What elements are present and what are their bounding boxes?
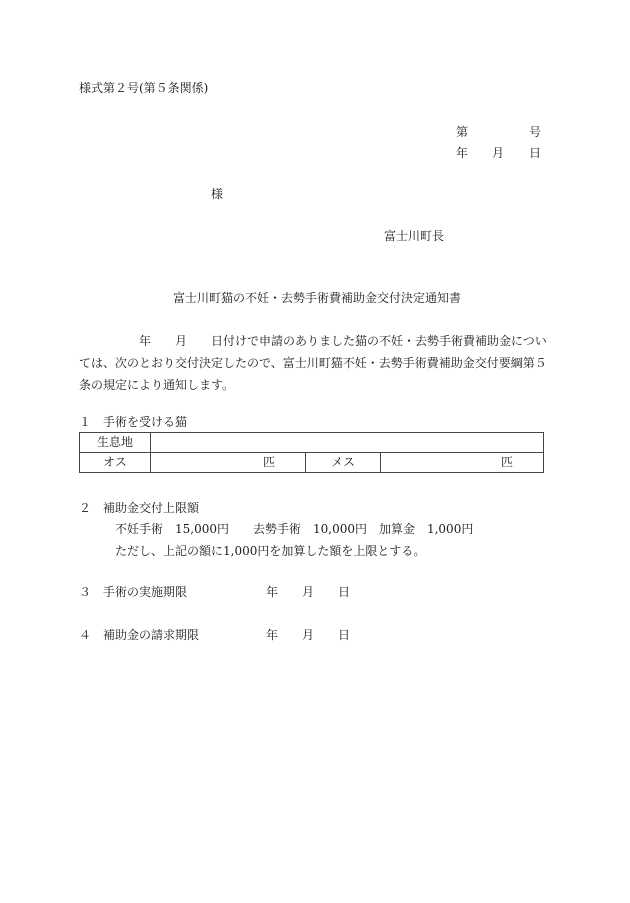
body-paragraph xyxy=(79,330,549,396)
date-year: 年 xyxy=(456,146,469,160)
body-line: 条の規定により通知します。 xyxy=(79,378,235,392)
male-unit: 匹 xyxy=(151,453,306,473)
addressee-suffix: 様 xyxy=(211,187,224,201)
table-row xyxy=(80,433,544,453)
form-number: 様式第２号(第５条関係) xyxy=(79,81,209,95)
document-title: 富士川町猫の不妊・去勢手術費補助金交付決定通知書 xyxy=(173,291,462,305)
date-day: 日 xyxy=(529,146,542,160)
habitat-value xyxy=(151,433,544,453)
habitat-label: 生息地 xyxy=(80,433,151,453)
female-unit: 匹 xyxy=(381,453,544,473)
note-line: ただし、上記の額に1,000円を加算した額を上限とする。 xyxy=(115,544,426,558)
section3-heading: ３ 手術の実施期限 xyxy=(79,585,188,599)
male-label: オス xyxy=(80,453,151,473)
section2-heading: ２ 補助金交付上限額 xyxy=(79,501,200,515)
issuer: 富士川町長 xyxy=(384,229,445,243)
cat-table xyxy=(79,432,544,473)
section4-heading: ４ 補助金の請求期限 xyxy=(79,628,200,642)
section3-date: 年 月 日 xyxy=(266,585,351,599)
section1-heading: １ 手術を受ける猫 xyxy=(79,415,188,429)
table-row xyxy=(80,453,544,473)
date-month: 月 xyxy=(492,146,505,160)
body-line: 年 月 日付けで申請のありました猫の不妊・去勢手術費補助金につい xyxy=(139,334,547,348)
number-suffix: 号 xyxy=(529,125,542,139)
section4-date: 年 月 日 xyxy=(266,628,351,642)
number-prefix: 第 xyxy=(456,125,469,139)
body-line: ては、次のとおり交付決定したので、富士川町猫不妊・去勢手術費補助金交付要綱第５ xyxy=(79,356,547,370)
female-label: メス xyxy=(306,453,381,473)
amounts-line: 不妊手術 15,000円 去勢手術 10,000円 加算金 1,000円 xyxy=(115,522,474,536)
